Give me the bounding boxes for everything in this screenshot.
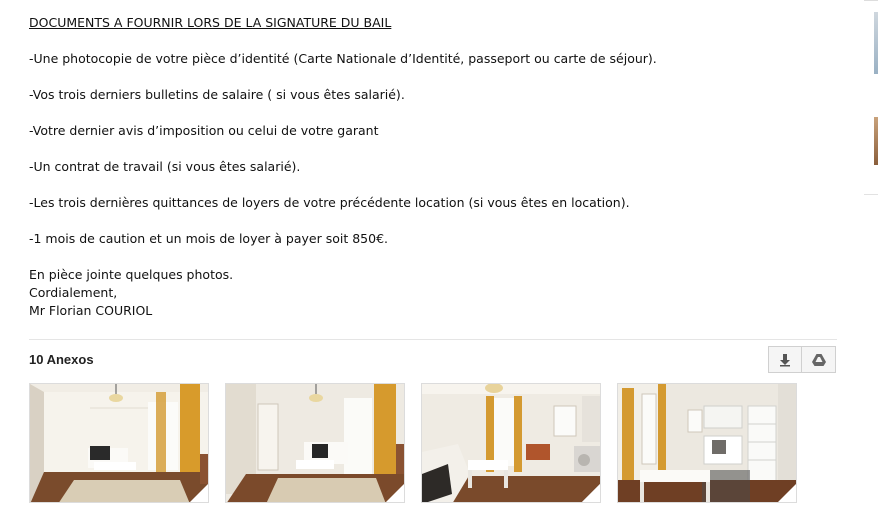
email-title: DOCUMENTS A FOURNIR LORS DE LA SIGNATURE DU BAIL bbox=[29, 15, 392, 30]
doc-item: -Une photocopie de votre pièce d’identité (Carte Nationale d’Identité, passeport ou carte de séjour). bbox=[29, 51, 657, 66]
doc-item: -1 mois de caution et un mois de loyer à payer soit 850€. bbox=[29, 231, 388, 246]
photo-thumbnail[interactable] bbox=[421, 383, 601, 503]
photo-thumbnail[interactable] bbox=[225, 383, 405, 503]
download-icon bbox=[778, 353, 792, 367]
signature-name: Mr Florian COURIOL bbox=[29, 303, 153, 318]
doc-item: -Un contrat de travail (si vous êtes salarié). bbox=[29, 159, 301, 174]
doc-item: -Votre dernier avis d’imposition ou celui de votre garant bbox=[29, 123, 379, 138]
doc-item: -Vos trois derniers bulletins de salaire ( si vous êtes salarié). bbox=[29, 87, 405, 102]
doc-item: -Les trois dernières quittances de loyers de votre précédente location (si vous êtes en location). bbox=[29, 195, 630, 210]
closing-line: En pièce jointe quelques photos. bbox=[29, 267, 234, 282]
download-all-button[interactable] bbox=[768, 346, 802, 373]
attachment-actions bbox=[768, 346, 836, 373]
email-body bbox=[29, 14, 829, 320]
photo-thumbnail[interactable] bbox=[29, 383, 209, 503]
sidebar-thumbnail[interactable] bbox=[874, 12, 878, 74]
photo-thumbnail[interactable] bbox=[617, 383, 797, 503]
attachments-header: 10 Anexos bbox=[29, 352, 94, 367]
closing-greeting: Cordialement, bbox=[29, 285, 118, 300]
right-sidebar-edge bbox=[864, 0, 878, 511]
attachments-divider bbox=[29, 339, 837, 340]
sidebar-thumbnail[interactable] bbox=[874, 117, 878, 165]
drive-icon bbox=[811, 353, 827, 367]
save-to-drive-button[interactable] bbox=[802, 346, 836, 373]
